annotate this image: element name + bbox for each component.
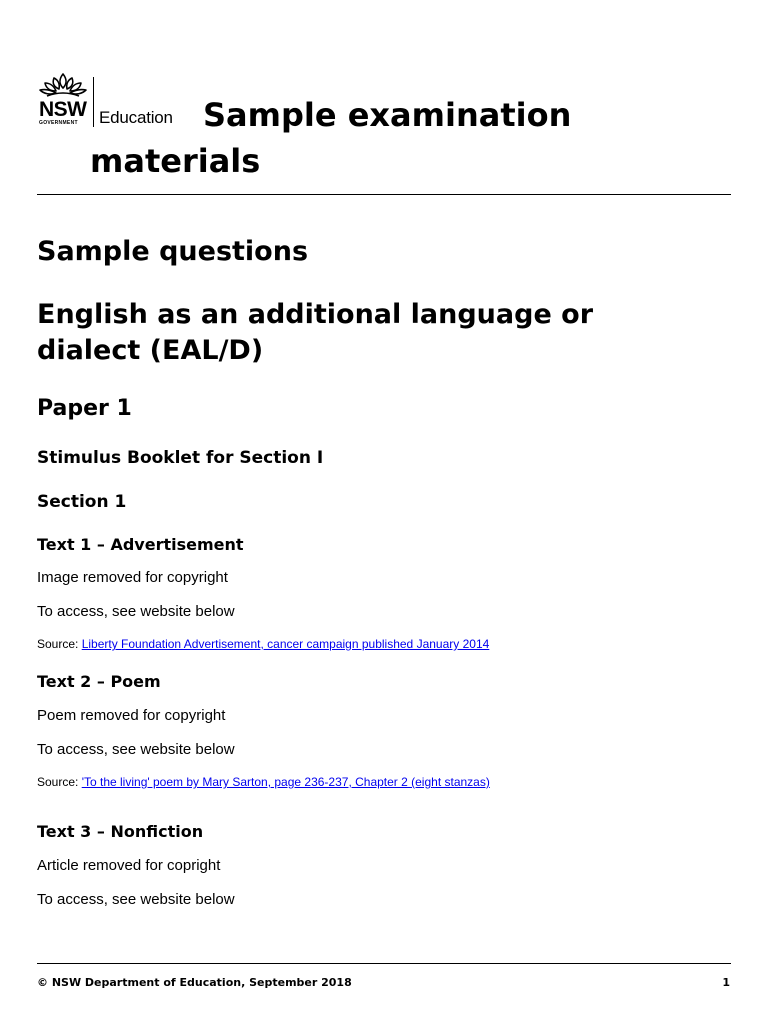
heading-subject-line2: dialect (EAL/D) (37, 335, 264, 366)
text2-access-note: To access, see website below (37, 741, 235, 758)
text1-removed-notice: Image removed for copyright (37, 569, 228, 586)
heading-subject (37, 297, 593, 369)
logo-wordmark: NSW (39, 98, 87, 121)
text2-heading: Text 2 – Poem (37, 672, 161, 691)
document-title-line1: Sample examination (203, 96, 572, 134)
heading-sample-questions: Sample questions (37, 236, 309, 267)
heading-section: Section 1 (37, 492, 127, 512)
text1-access-note: To access, see website below (37, 603, 235, 620)
heading-stimulus-booklet: Stimulus Booklet for Section I (37, 448, 324, 468)
text3-heading: Text 3 – Nonfiction (37, 822, 204, 841)
source-label: Source: (37, 637, 82, 651)
header-divider (37, 194, 731, 195)
text1-source (37, 637, 489, 651)
page-number: 1 (722, 976, 730, 989)
text1-heading: Text 1 – Advertisement (37, 535, 244, 554)
text3-removed-notice: Article removed for copright (37, 857, 221, 874)
logo-government-label: GOVERNMENT (39, 120, 78, 126)
text3-access-note: To access, see website below (37, 891, 235, 908)
text2-source (37, 775, 490, 789)
text1-source-link[interactable]: Liberty Foundation Advertisement, cancer campaign published January 2014 (81, 637, 490, 651)
text2-source-link[interactable]: 'To the living' poem by Mary Sarton, page 236-237, Chapter 2 (eight stanzas) (81, 775, 490, 789)
footer-divider (37, 963, 731, 964)
logo-department: Education (99, 108, 173, 127)
footer-copyright: © NSW Department of Education, September 2018 (37, 976, 352, 989)
document-title (90, 92, 730, 184)
text2-removed-notice: Poem removed for copyright (37, 707, 226, 724)
document-title-line2: materials (90, 142, 261, 180)
heading-paper: Paper 1 (37, 396, 132, 421)
heading-subject-line1: English as an additional language or (37, 299, 594, 330)
waratah-icon (37, 72, 89, 100)
source-label: Source: (37, 775, 82, 789)
